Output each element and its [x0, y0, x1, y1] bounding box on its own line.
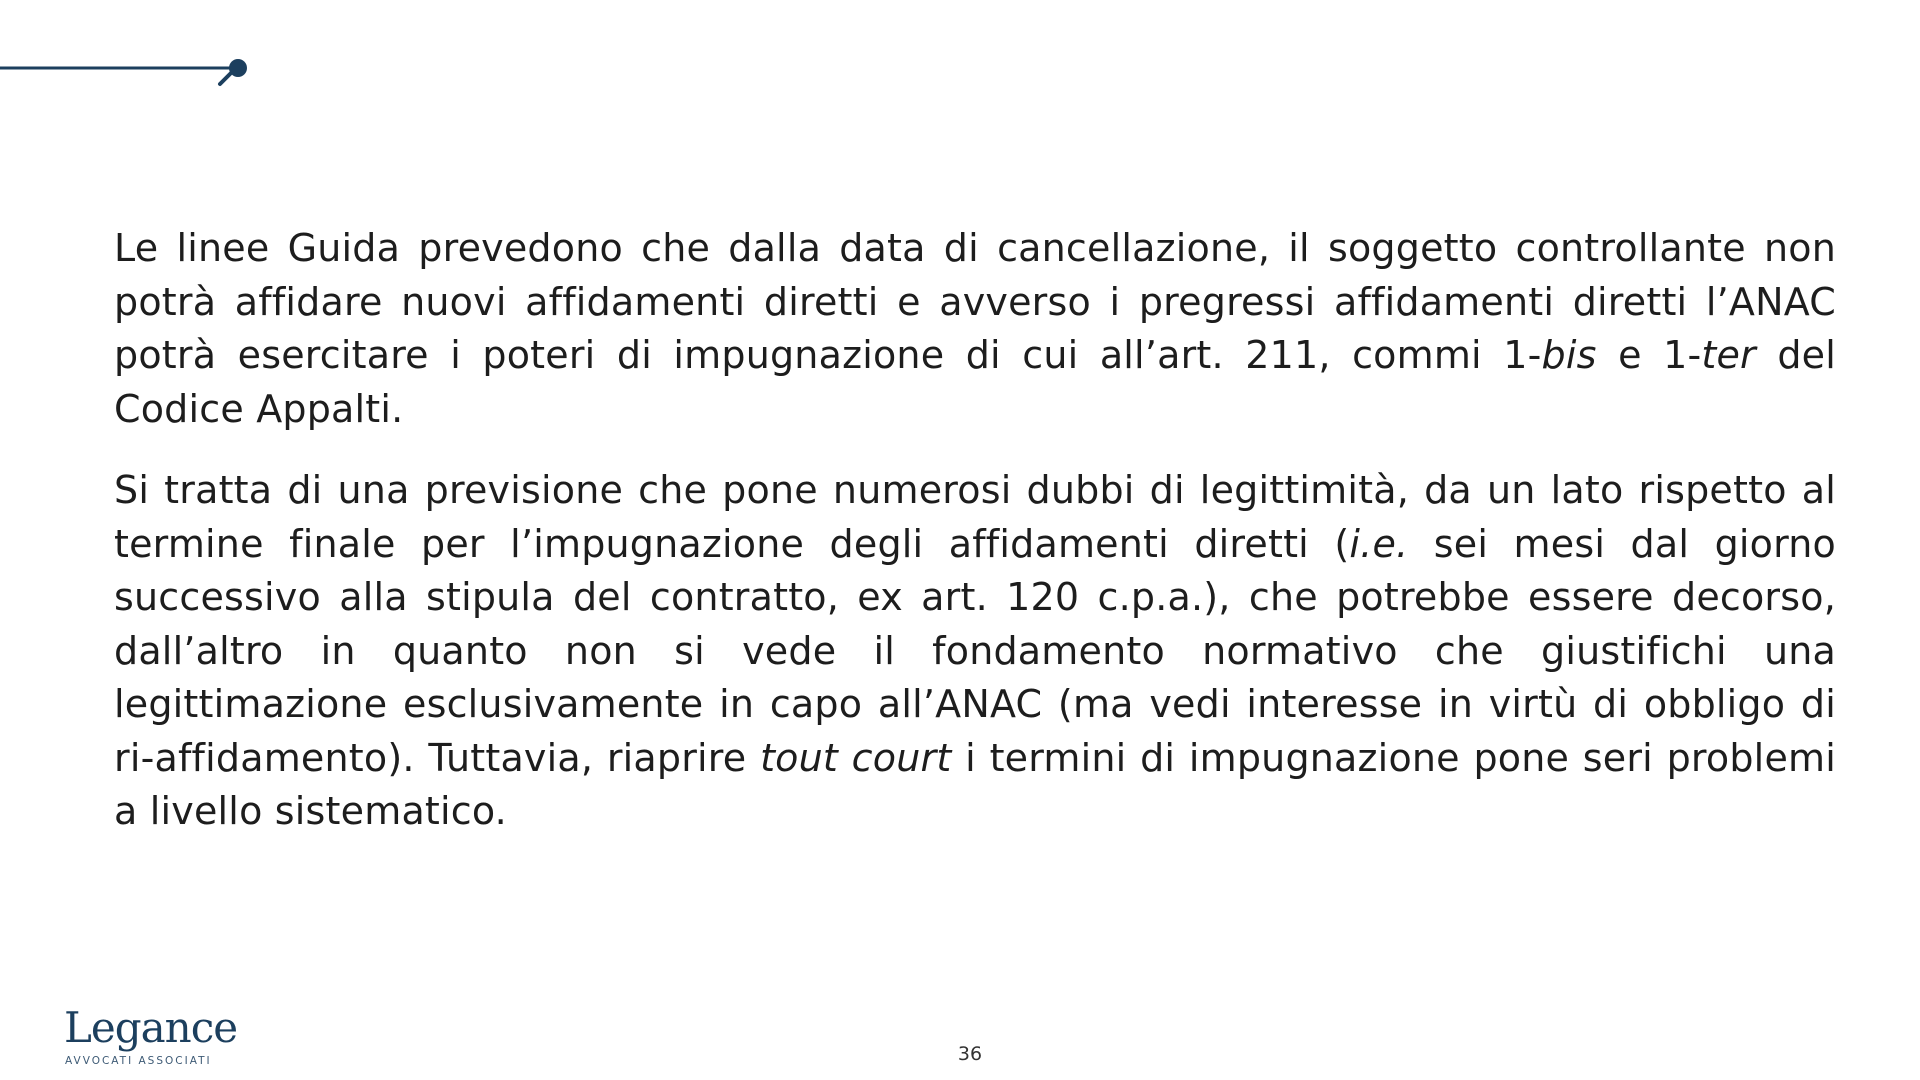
- logo-tagline: AVVOCATI ASSOCIATI: [65, 1055, 212, 1067]
- paragraph-1: [114, 222, 1836, 436]
- body-text: [114, 222, 1836, 867]
- paragraph-2-text: sei mesi dal giorno successivo alla stipula del contratto, ex art. 120 c.p.a.), che potrebbe essere decorso, dall’altro in quanto non si vede il fondamento normativo che giustifichi una legittimazione esclusivamente in capo all’ANAC (ma vedi interesse in virtù di obbligo di ri-affidamento). Tuttavia, riaprire: [114, 521, 1836, 780]
- paragraph-1-text: e 1-: [1596, 333, 1702, 377]
- paragraph-2-text: Si tratta di una previsione che pone numerosi dubbi di legittimità, da un lato rispetto al termine finale per l’impugnazione degli affidamenti diretti (: [114, 468, 1836, 566]
- paragraph-2-text: i termini di impugnazione pone seri problemi a livello sistematico.: [114, 735, 1836, 833]
- decorative-line-dot-icon: [0, 54, 260, 90]
- legance-logo: [64, 1003, 238, 1074]
- paragraph-1-text: del Codice Appalti.: [114, 333, 1836, 431]
- logo-wordmark: Legance: [64, 1003, 238, 1052]
- italic-bis: bis: [1541, 333, 1597, 377]
- italic-ter: ter: [1701, 333, 1756, 377]
- italic-ie: i.e.: [1349, 521, 1409, 566]
- paragraph-2: [114, 464, 1836, 839]
- paragraph-1-text: Le linee Guida prevedono che dalla data di cancellazione, il soggetto controllante non potrà affidare nuovi affidamenti diretti e avverso i pregressi affidamenti diretti l’ANAC potrà esercitare i poteri di impugnazione di cui all’art. 211, commi 1-: [114, 226, 1836, 377]
- italic-tout-court: tout court: [760, 735, 952, 780]
- page-number: 36: [957, 1043, 983, 1065]
